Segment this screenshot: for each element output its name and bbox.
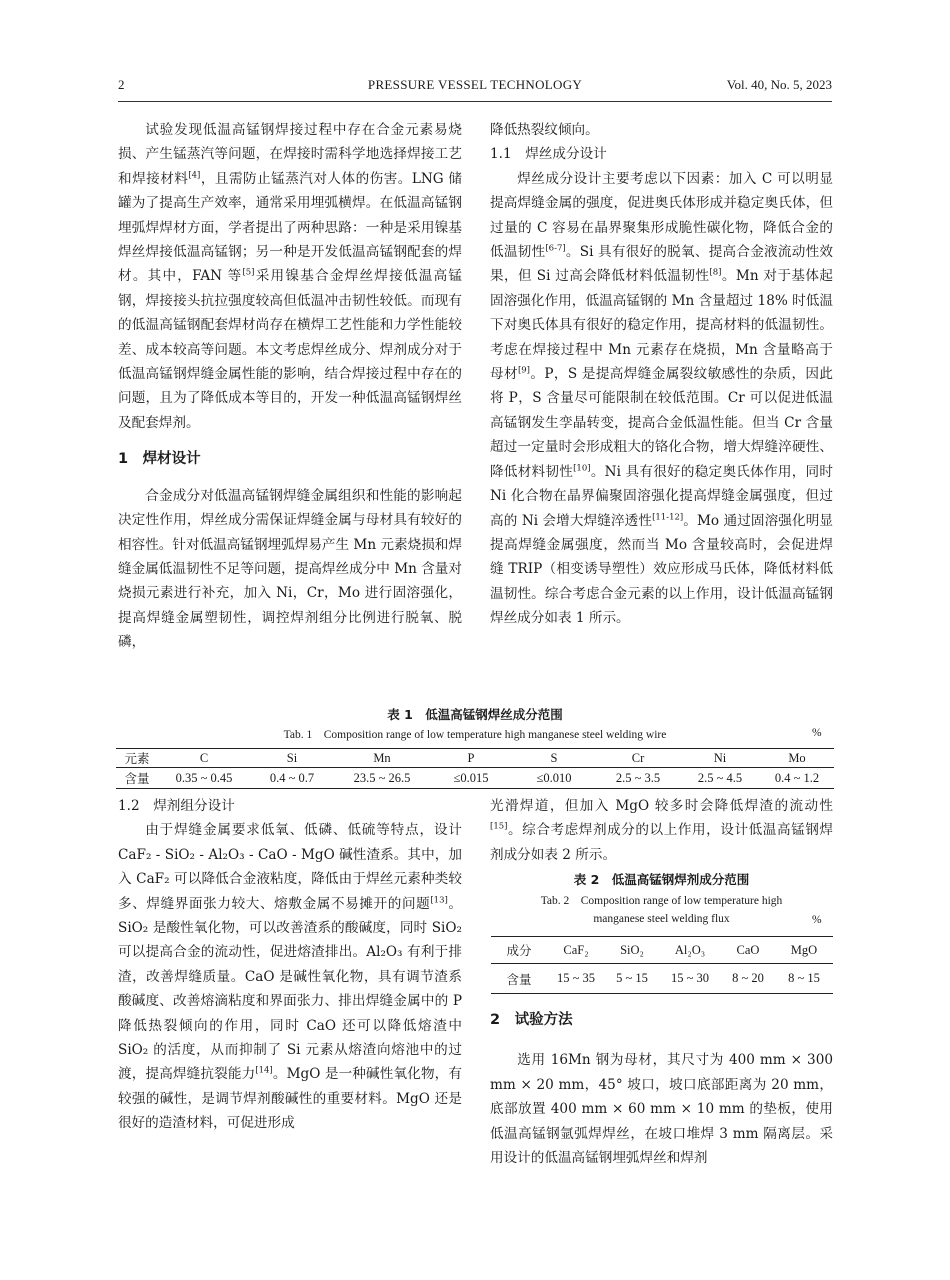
paragraph-flux-design: 由于焊缝金属要求低氧、低磷、低硫等特点，设计 CaF₂ - SiO₂ - Al₂O₃ - CaO - MgO 碱性渣系。其中，加入 CaF₂ 可以降低合金液粘度，降低由于焊丝元素种类较多、焊缝界面张力较大、熔敷金属不易摊开的问题[13]。SiO₂ 是酸性氧化物，可以改善渣系的酸碱度，同时 SiO₂ 可以提高合金的流动性，促进熔渣排出。Al₂O₃ 有利于排渣，改善焊缝质量。CaO 是碱性氧化物，具有调节渣系酸碱度、改善熔滴粘度和界面张力、排出焊缝金属中的 P 降低热裂倾向的作用，同时 CaO 还可以降低熔渣中 SiO₂ 的活度，从而抑制了 Si 元素从熔渣向熔池中的过渡，提高焊缝抗裂能力[14]。MgO 是一种碱性氧化物，有较强的碱性，是调节焊剂酸碱性的重要材料。MgO 还是很好的造渣材料，可促进形成 — [118, 822, 463, 1132]
table-1-header: C — [158, 749, 250, 768]
paragraph-intro: 试验发现低温高锰钢焊接过程中存在合金元素易烧损、产生锰蒸汽等问题，在焊接时需科学地选择焊接工艺和焊接材料[4]，且需防止锰蒸汽对人体的伤害。LNG 储罐为了提高生产效率，通常采用埋弧横焊。在低温高锰钢埋弧焊焊材方面，学者提出了两种思路：一种是采用镍基焊丝焊接低温高锰钢；另一种是开发低温高锰钢配套的焊材。其中，FAN 等[5]采用镍基合金焊丝焊接低温高锰钢，焊接接头抗拉强度较高但低温冲击韧性较低。而现有的低温高锰钢配套焊材尚存在横焊工艺性能和力学性能较差、成本较高等问题。本文考虑焊丝成分、焊剂成分对于低温高锰钢焊缝金属性能的影响，结合焊接过程中存在的问题，且为了降低成本等目的，开发一种低温高锰钢焊丝及配套焊剂。 — [118, 122, 462, 431]
table-2 — [491, 936, 833, 994]
paragraph-wire-design: 焊丝成分设计主要考虑以下因素：加入 C 可以明显提高焊缝金属的强度，促进奥氏体形成并稳定奥氏体，但过量的 C 容易在晶界聚集形成脆性碳化物，降低合金的低温韧性[6-7]。Si 具有很好的脱氧、提高合金液流动性效果，但 Si 过高会降低材料低温韧性[8]。Mn 对于基体起固溶强化作用，低温高锰钢的 Mn 含量超过 18% 时低温下对奥氏体具有很好的稳定作用，提高材料的低温韧性。考虑在焊接过程中 Mn 元素存在烧损，Mn 含量略高于母材[9]。P，S 是提高焊缝金属裂纹敏感性的杂质，因此将 P，S 含量尽可能限制在较低范围。Cr 可以促进低温高锰钢发生孪晶转变，提高合金低温性能。但当 Cr 含量超过一定量时会形成粗大的铬化合物，增大焊缝淬硬性、降低材料韧性[10]。Ni 具有很好的稳定奥氏体作用，同时 Ni 化合物在晶界偏聚固溶强化提高焊缝金属强度，但过高的 Ni 会增大焊缝淬透性[11-12]。Mo 通过固溶强化明显提高焊缝金属强度，然而当 Mo 含量较高时，会促进焊缝 TRIP（相变诱导塑性）效应形成马氏体，降低材料低温韧性。综合考虑合金元素的以上作用，设计低温高锰钢焊丝成分如表 1 所示。 — [490, 170, 834, 627]
table-2-cell: 8 ~ 15 — [775, 964, 833, 994]
table-1-header: Ni — [680, 749, 760, 768]
right-column-bottom — [490, 794, 833, 867]
table-1-header-row — [116, 749, 834, 768]
journal-name: PRESSURE VESSEL TECHNOLOGY — [367, 77, 583, 92]
table-1-cell: 0.4 ~ 1.2 — [760, 768, 834, 789]
table-1-header: P — [430, 749, 512, 768]
table-1-header: Cr — [596, 749, 680, 768]
table-2-caption-cn: 表 2 低温高锰钢焊剂成分范围 — [573, 872, 750, 887]
table-2-cell: 含量 — [491, 964, 547, 994]
table-1-row — [116, 768, 834, 789]
table-1-cell: 2.5 ~ 3.5 — [596, 768, 680, 789]
paragraph-method: 选用 16Mn 钢为母材，其尺寸为 400 mm × 300 mm × 20 mm，45° 坡口，坡口底部距离为 20 mm，底部放置 400 mm × 60 mm × 10 mm 的垫板，使用低温高锰钢氩弧焊焊丝，在坡口堆焊 3 mm 隔离层。采用设计的低温高锰钢埋弧焊丝和焊剂 — [490, 1052, 833, 1167]
table-2-header: Al₂O₃ — [659, 937, 721, 964]
table-2-cell: 15 ~ 30 — [659, 964, 721, 994]
table-2-cell: 15 ~ 35 — [547, 964, 605, 994]
table-2-row — [491, 964, 833, 994]
table-2-header: SiO₂ — [605, 937, 659, 964]
table-2-caption-en-line1: Tab. 2 Composition range of low temperature high — [540, 895, 783, 907]
right-column-top — [490, 118, 833, 631]
table-1-caption-cn: 表 1 低温高锰钢焊丝成分范围 — [387, 707, 563, 722]
table-1-cell: 含量 — [116, 768, 158, 789]
table-1-header: S — [512, 749, 596, 768]
running-header — [118, 77, 832, 97]
table-1-header: Mn — [334, 749, 430, 768]
table-1-cell: 23.5 ~ 26.5 — [334, 768, 430, 789]
table-1-cell: 0.35 ~ 0.45 — [158, 768, 250, 789]
volume-info: Vol. 40, No. 5, 2023 — [726, 77, 832, 92]
table-2-cell: 8 ~ 20 — [721, 964, 775, 994]
table-2-header: CaF₂ — [547, 937, 605, 964]
section-1-1-title: 1.1 焊丝成分设计 — [490, 146, 607, 163]
page-number: 2 — [118, 77, 125, 92]
table-1 — [116, 748, 834, 789]
section-1-title: 1 焊材设计 — [118, 451, 201, 468]
table-1-cell: ≤0.010 — [512, 768, 596, 789]
left-column-bottom — [118, 794, 462, 1136]
table-1-cell: 0.4 ~ 0.7 — [250, 768, 334, 789]
header-rule — [118, 101, 832, 102]
table-2-header: 成分 — [491, 937, 547, 964]
paragraph-flux-cont: 光滑焊道，但加入 MgO 较多时会降低焊渣的流动性[15]。综合考虑焊剂成分的以上作用，设计低温高锰钢焊剂成分如表 2 所示。 — [490, 798, 833, 863]
table-2-caption-en-line2: manganese steel welding flux — [593, 913, 730, 925]
left-column-top — [118, 118, 462, 655]
paragraph-alloy: 合金成分对低温高锰钢焊缝金属组织和性能的影响起决定性作用，焊丝成分需保证焊缝金属与母材具有较好的相容性。针对低温高锰钢埋弧焊易产生 Mn 元素烧损和焊缝金属低温韧性不足等问题，提高焊丝成分中 Mn 含量对烧损元素进行补充，加入 Ni，Cr，Mo 进行固溶强化，提高焊缝金属塑韧性，调控焊剂组分比例进行脱氧、脱磷， — [118, 487, 462, 651]
table-1-cell: ≤0.015 — [430, 768, 512, 789]
table-1-unit: % — [812, 727, 822, 739]
table-1-caption-en: Tab. 1 Composition range of low temperature high manganese steel welding wire — [283, 729, 667, 741]
table-1-header: Si — [250, 749, 334, 768]
table-2-header-row — [491, 937, 833, 964]
paragraph-continued: 降低热裂纹倾向。 — [490, 122, 599, 138]
table-2-header: MgO — [775, 937, 833, 964]
table-2-cell: 5 ~ 15 — [605, 964, 659, 994]
section-2-title: 2 试验方法 — [490, 1012, 573, 1028]
table-1-header: 元素 — [116, 749, 158, 768]
table-1-cell: 2.5 ~ 4.5 — [680, 768, 760, 789]
section-2-block — [490, 1008, 833, 1170]
table-2-header: CaO — [721, 937, 775, 964]
section-1-2-title: 1.2 焊剂组分设计 — [118, 798, 235, 814]
table-2-unit: % — [812, 914, 822, 926]
table-1-header: Mo — [760, 749, 834, 768]
